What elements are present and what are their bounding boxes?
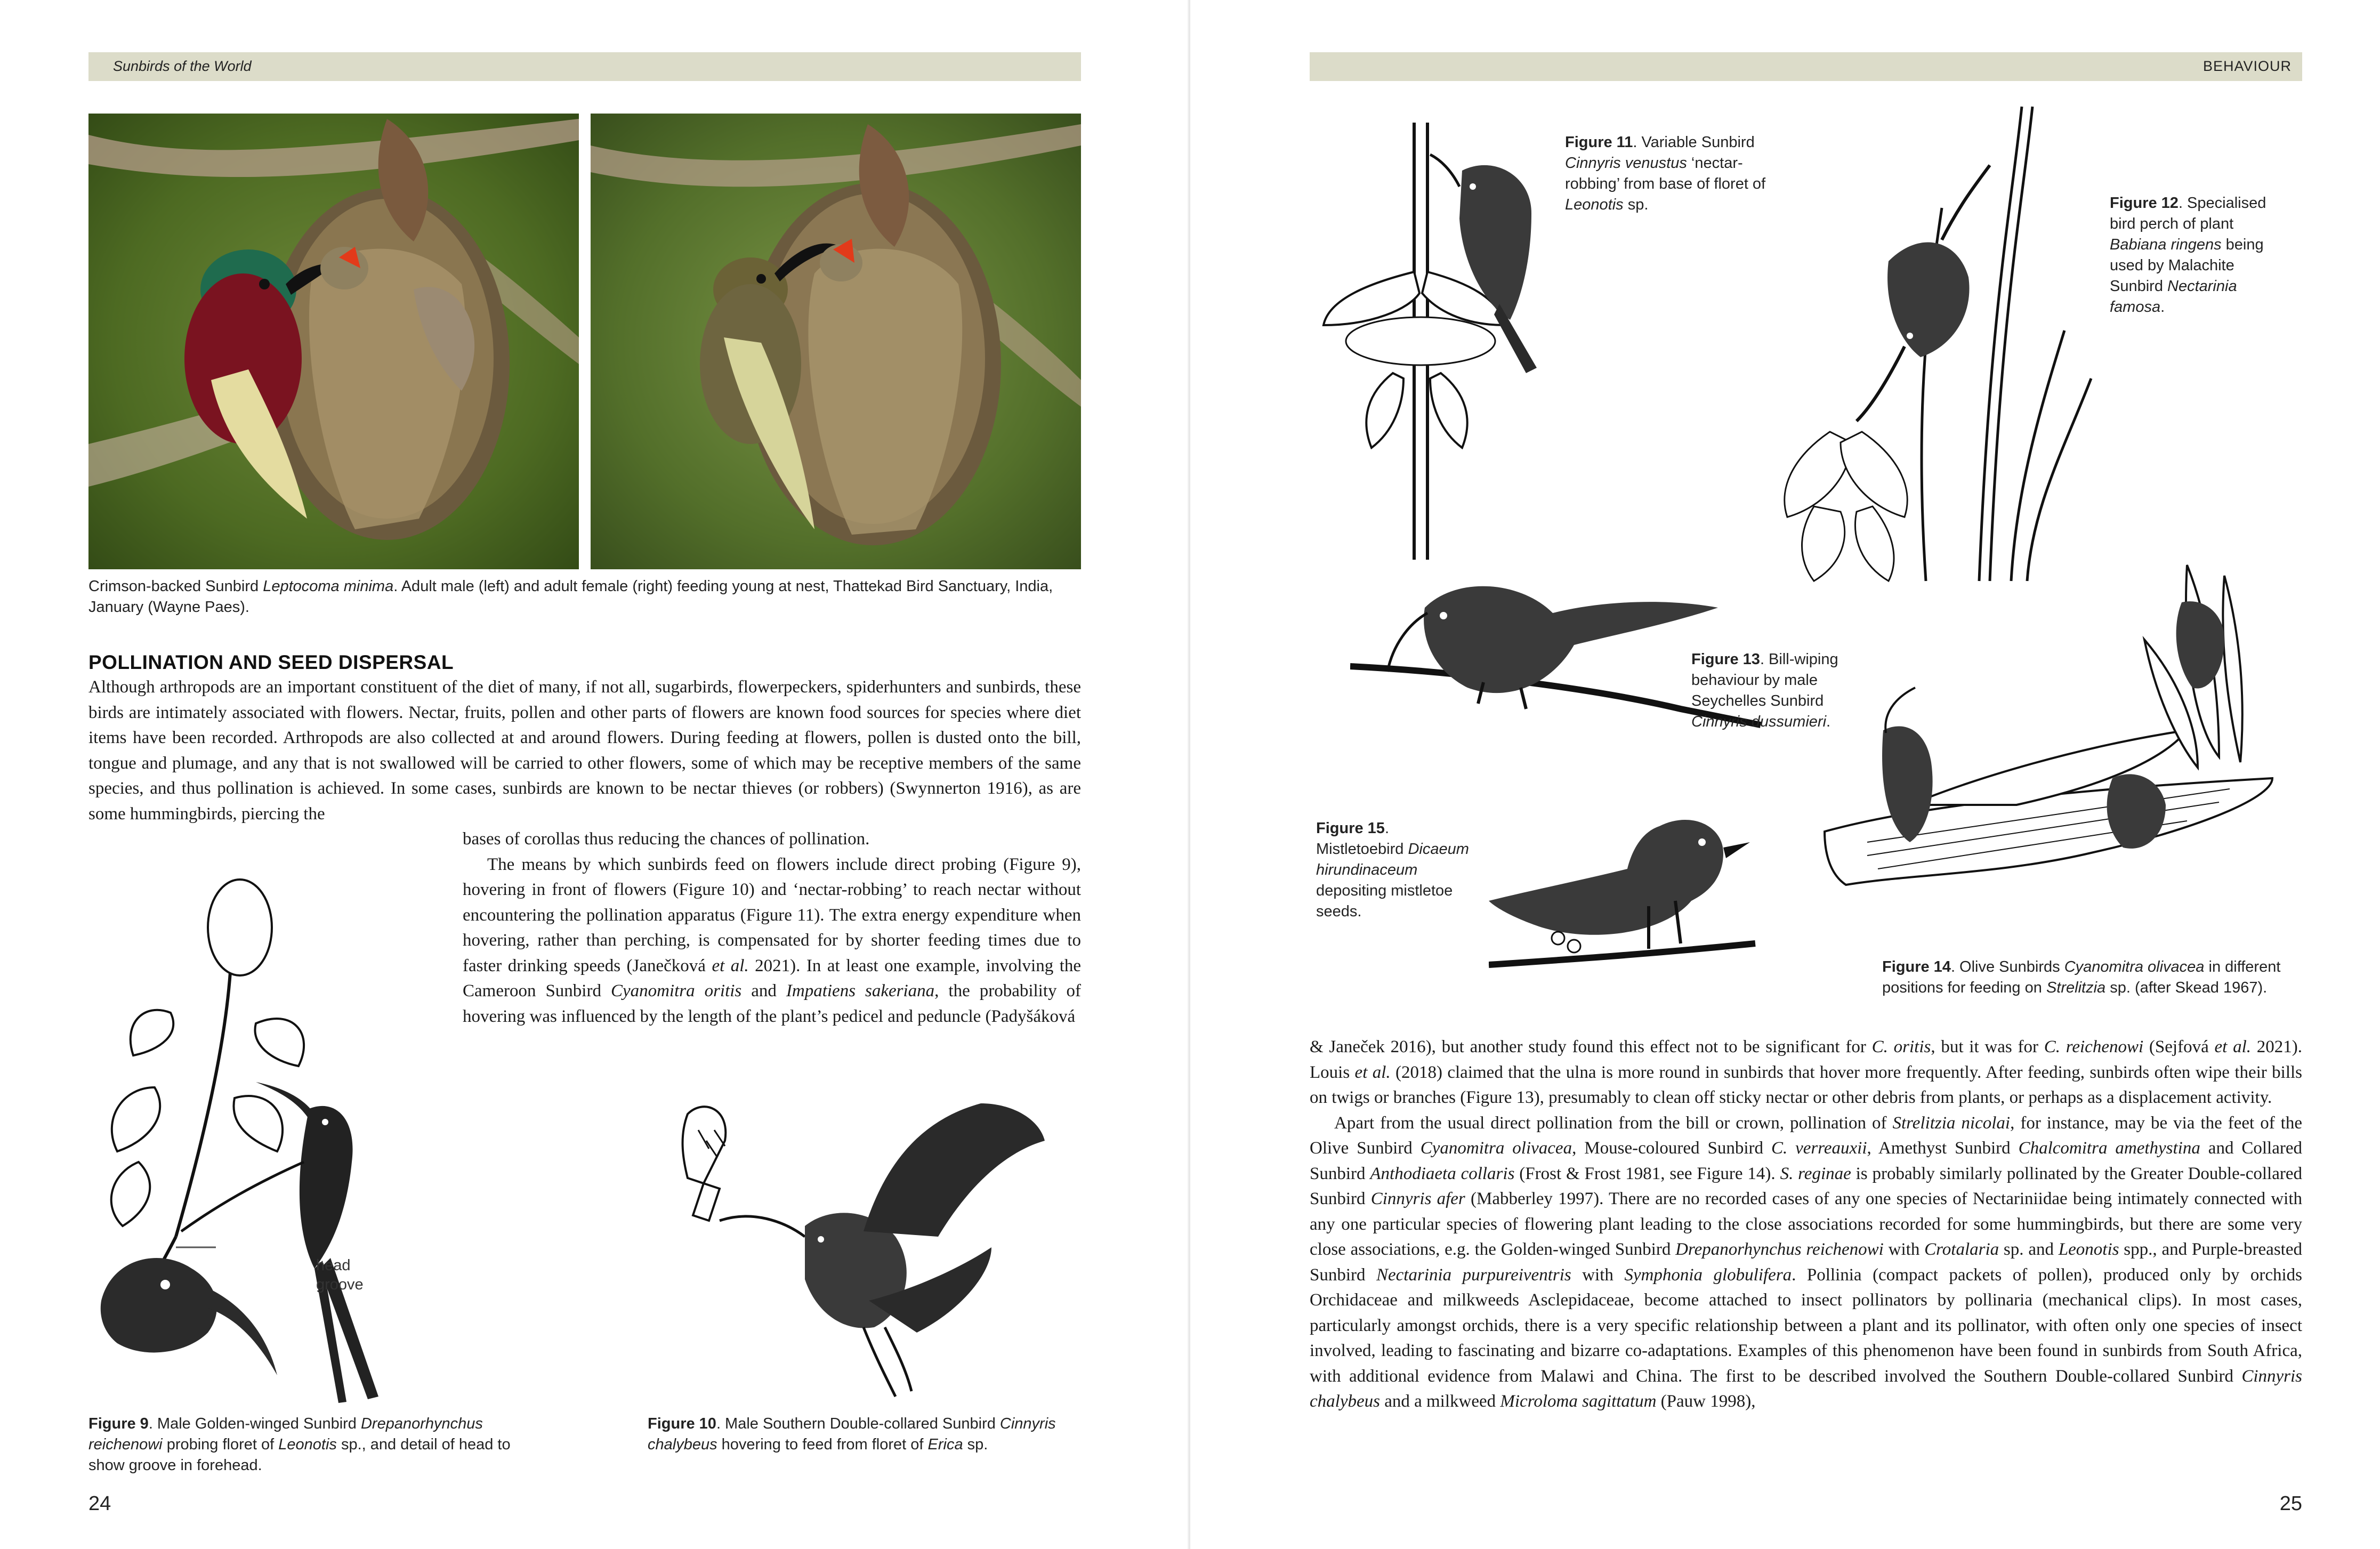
body-paragraph-1: Although arthropods are an important constituent of the diet of many, if not all, sugarbirds, flowerpeckers, spiderhunters and sunbirds, these birds are intimately associated with flowers. Nectar, fruits, pollen and other parts of flowers are known food sources for species where diet items have been recorded. Arthropods are also collected at and around flowers. During feeding at flowers, pollen is dusted onto the bill, tongue and plumage, and any that is not swallowed will be carried to other flowers, some of which may be receptive members of the same species, and thus pollination is achieved. In some cases, sunbirds are known to be nectar thieves (or robbers) (Swynnerton 1916), as are some hummingbirds, piercing the bbox=[88, 677, 1081, 824]
body-paragraph-2: bases of corollas thus reducing the chances of pollination. The means by which sunbirds feed on flowers include direct probing (Figure 9), hovering in front of flowers (Figure 10) and ‘nectar-robbing’ to reach nectar without encountering the pollination apparatus (Figure 11). The extra energy expenditure when hovering, rather than perching, is compensated for by shorter feeding times due to faster drinking speeds (Janečková et al. 2021). In at least one example, involving the Cameroon Sunbird Cyanomitra oritis and Impatiens sakeriana, the probability of hovering was influenced by the length of the plant’s pedicel and peduncle (Padyšáková bbox=[463, 829, 1082, 1026]
right-page bbox=[1190, 0, 2380, 1549]
page-number-left: 24 bbox=[88, 1492, 111, 1515]
figure-14-illustration bbox=[1814, 554, 2294, 954]
page-number-right: 25 bbox=[2279, 1492, 2302, 1515]
figure-10-caption: Figure 10. Male Southern Double-collared Sunbird Cinnyris chalybeus hovering to feed from floret of Erica sp. bbox=[648, 1415, 1056, 1453]
figure-15-caption: Figure 15. Mistletoebird Dicaeum hirundinaceum depositing mistletoe seeds. bbox=[1316, 820, 1469, 920]
figure-13-caption: Figure 13. Bill-wiping behaviour by male Seychelles Sunbird Cinnyris dussumieri. bbox=[1691, 651, 1838, 730]
body-paragraph-3: & Janeček 2016), but another study found this effect not to be significant for C. oritis, but it was for C. reichenowi (Sejfová et al. 2021). Louis et al. (2018) claimed that the ulna is more round in sunbirds that hover more frequently. After feeding, sunbirds often wipe their bills on twigs or branches (Figure 13), presumably to clean off sticky nectar or other debris from plants, or perhaps as a displacement activity. Apart from the usual direct pollination from the bill or crown, pollination of Strelitzia nicolai, for instance, may be via the feet of the Olive Sunbird Cyanomitra olivacea, Mouse-coloured Sunbird C. verreauxii, Amethyst Sunbird Chalcomitra amethystina and Collared Sunbird Anthodiaeta collaris (Frost & Frost 1981, see Figure 14). S. reginae is probably similarly pollinated by the Greater Double-collared Sunbird Cinnyris afer (Mabberley 1997). There are no recorded cases of any one species of Nectariniidae being intimately connected with any one particular species of flowering plant leading to the close associations recorded for some hummingbirds, but there are some very close associations, e.g. the Golden-winged Sunbird Drepanorhynchus reichenowi with Crotalaria sp. and Leonotis spp., and Purple-breasted Sunbird Nectarinia purpureiventris with Symphonia globulifera. Pollinia (compact packets of pollen), produced only by orchids Orchidaceae and milkweeds Asclepidaceae, become attached to insect pollinators by pollinaria (mechanical clips). In most cases, particularly amongst orchids, there is a very specific relationship between a plant and its pollinator, with often only one species of insect involved, leading to fascinating and bizarre co-adaptations. Examples of this phenomenon have been found in sunbirds from South Africa, with additional evidence from Malawi and China. The first to be described involved the Southern Double-collared Sunbird Cinnyris chalybeus and a milkweed Microloma sagittatum (Pauw 1998), bbox=[1310, 1037, 2303, 1411]
figure-10-illustration bbox=[672, 1098, 1055, 1407]
running-header-right bbox=[1310, 52, 2302, 81]
running-title: Sunbirds of the World bbox=[113, 58, 252, 74]
figure-11-caption: Figure 11. Variable Sunbird Cinnyris venustus ‘nectar-robbing’ from base of floret of Leonotis sp. bbox=[1565, 134, 1766, 213]
section-title: POLLINATION AND SEED DISPERSAL bbox=[88, 651, 454, 673]
photo-caption: Crimson-backed Sunbird Leptocoma minima. Adult male (left) and adult female (right) feeding young at nest, Thattekad Bird Sanctuary, India, January (Wayne Paes). bbox=[88, 578, 1053, 616]
figure-14-caption: Figure 14. Olive Sunbirds Cyanomitra olivacea in different positions for feeding on Strelitzia sp. (after Skead 1967). bbox=[1882, 958, 2281, 996]
photo-male-at-nest bbox=[88, 114, 579, 569]
figure-12-illustration bbox=[1766, 101, 2107, 592]
figure-9-caption: Figure 9. Male Golden-winged Sunbird Drepanorhynchus reichenowi probing floret of Leonotis sp., and detail of head to show groove in forehead. bbox=[88, 1415, 511, 1474]
photo-female-at-nest bbox=[591, 114, 1081, 569]
figure-12-caption: Figure 12. Specialised bird perch of plant Babiana ringens being used by Malachite Sunbird Nectarinia famosa. bbox=[2110, 195, 2266, 316]
running-header-left bbox=[88, 52, 1081, 81]
figure-9-illustration bbox=[80, 864, 464, 1405]
callout-head-groove: head groove bbox=[316, 1257, 364, 1293]
running-section: BEHAVIOUR bbox=[2202, 58, 2292, 74]
figure-15-illustration bbox=[1489, 810, 1766, 991]
caption-species: Leptocoma minima bbox=[263, 578, 394, 595]
